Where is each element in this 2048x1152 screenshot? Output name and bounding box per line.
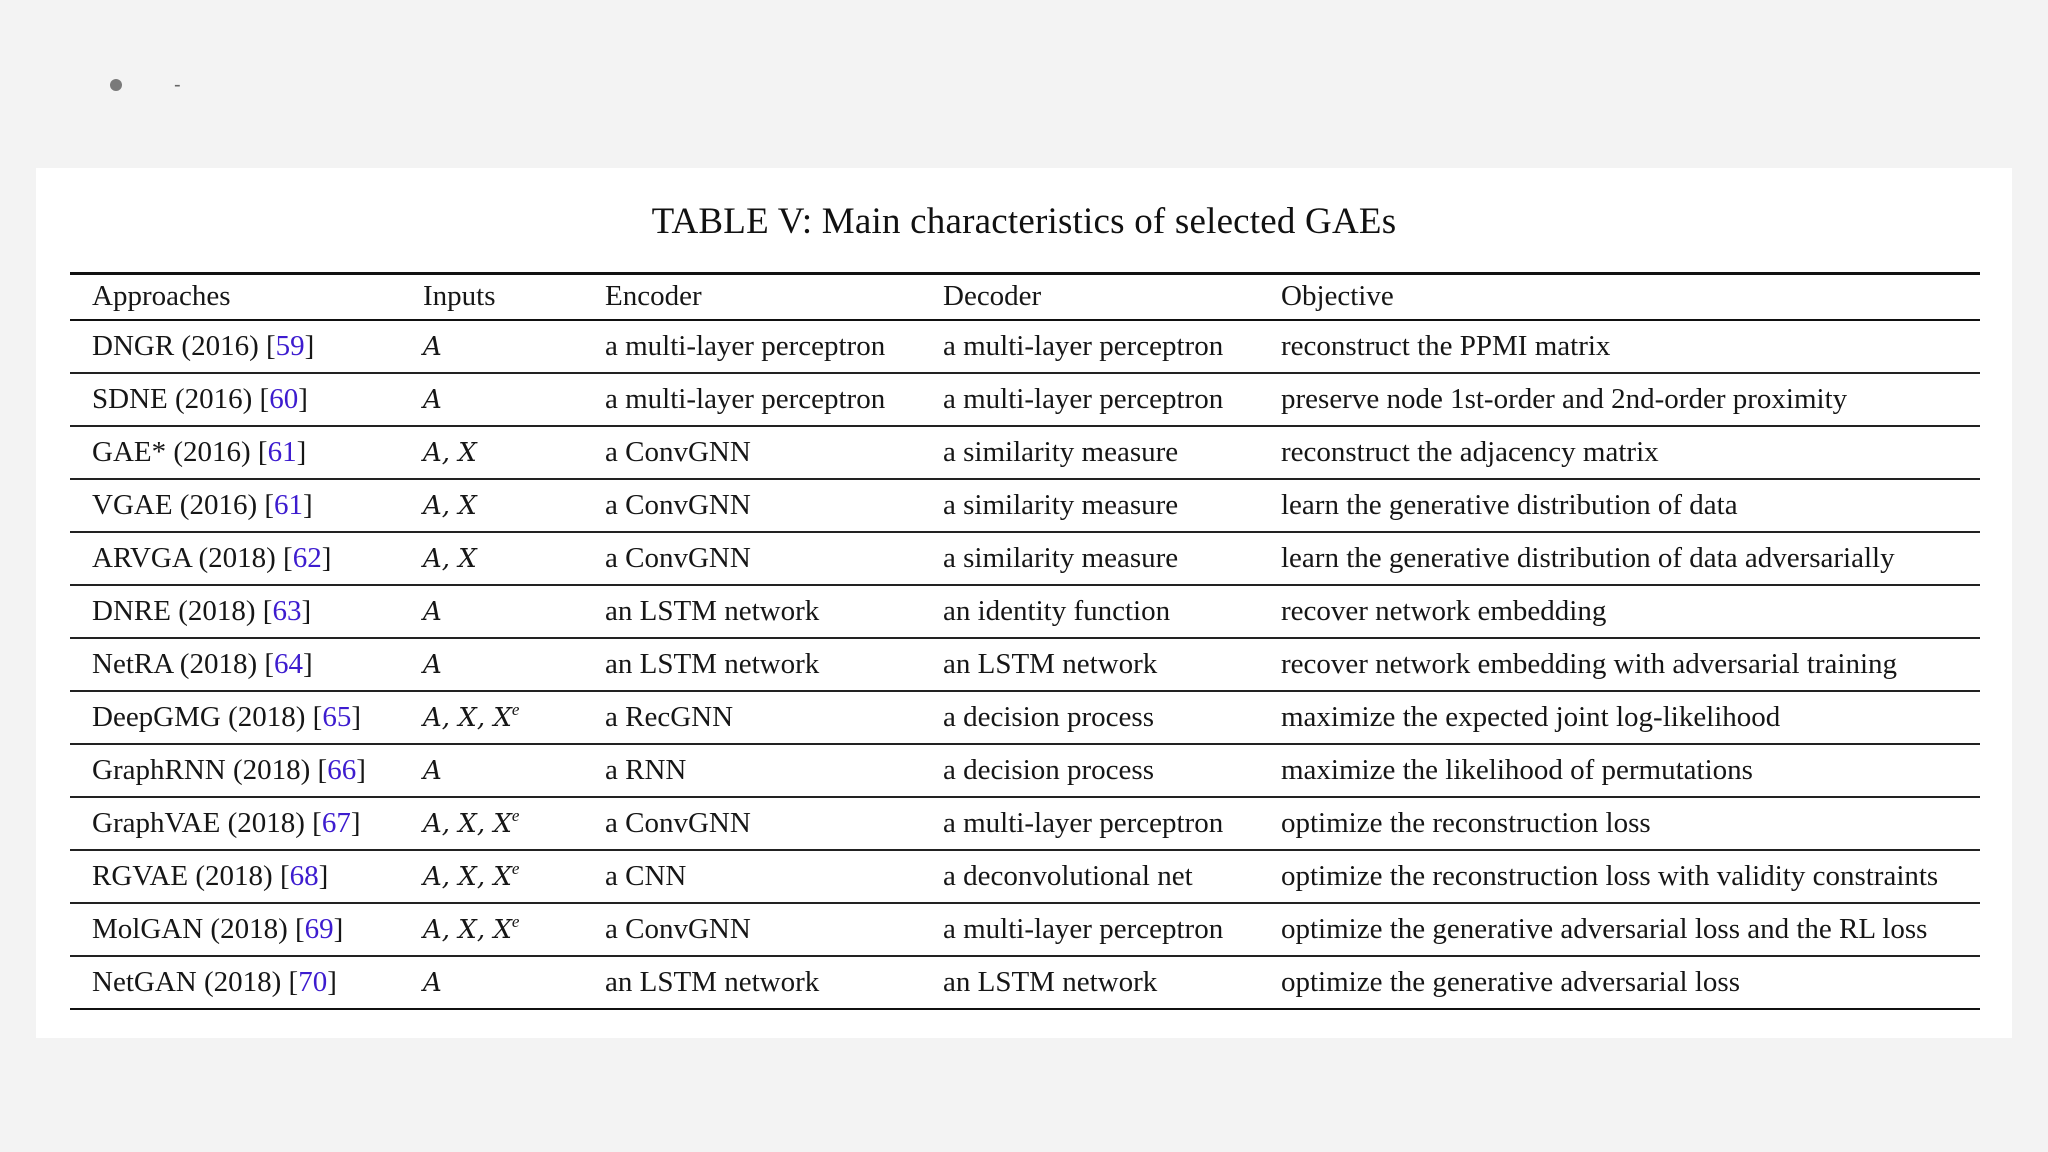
cell-inputs: [401, 903, 583, 956]
inputs-superscript: e: [511, 912, 520, 931]
table-row: [70, 426, 1980, 479]
cell-decoder: an LSTM network: [943, 647, 1158, 680]
reference-link[interactable]: 67: [321, 806, 351, 839]
cell-decoder: a multi-layer perceptron: [943, 806, 1224, 839]
table-row: [70, 797, 1980, 850]
cell-encoder: a ConvGNN: [605, 488, 751, 521]
table-header-row: [70, 274, 1980, 320]
approach-name: DeepGMG (2018): [92, 700, 306, 733]
cell-decoder: a similarity measure: [943, 488, 1179, 521]
cell-objective: maximize the likelihood of permutations: [1281, 753, 1753, 786]
cell-decoder: a similarity measure: [943, 435, 1179, 468]
approach-name: DNRE (2018): [92, 594, 256, 627]
cell-approach: ARVGA (2018) [62]: [92, 541, 332, 574]
cell-approach: SDNE (2016) [60]: [92, 382, 308, 415]
cell-inputs: [401, 585, 583, 638]
cell-encoder: a RecGNN: [605, 700, 734, 733]
cell-decoder: a multi-layer perceptron: [943, 912, 1224, 945]
cell-inputs: [401, 532, 583, 585]
inputs-superscript: e: [511, 859, 520, 878]
cell-encoder: an LSTM network: [605, 965, 820, 998]
approach-name: NetGAN (2018): [92, 965, 282, 998]
cell-objective: optimize the generative adversarial loss: [1281, 965, 1740, 998]
cell-inputs: [401, 373, 583, 426]
cell-encoder: a ConvGNN: [605, 806, 751, 839]
approach-name: NetRA (2018): [92, 647, 258, 680]
table-row: [70, 903, 1980, 956]
reference-link[interactable]: 59: [275, 329, 305, 362]
reference-link[interactable]: 64: [274, 647, 304, 680]
cell-decoder: a deconvolutional net: [943, 859, 1193, 892]
inputs-value: A, X, X: [423, 809, 512, 839]
cell-encoder: a RNN: [605, 753, 687, 786]
cell-inputs: [401, 850, 583, 903]
cell-encoder: a ConvGNN: [605, 541, 751, 574]
table-row: [70, 744, 1980, 797]
cell-encoder: an LSTM network: [605, 647, 820, 680]
cell-objective: reconstruct the PPMI matrix: [1281, 329, 1611, 362]
cell-objective: optimize the reconstruction loss with validity constraints: [1281, 859, 1939, 892]
cell-approach: NetRA (2018) [64]: [92, 647, 313, 680]
inputs-value: A: [423, 596, 442, 627]
cell-approach: GraphVAE (2018) [67]: [92, 806, 361, 839]
inputs-superscript: e: [511, 700, 520, 719]
approach-name: SDNE (2016): [92, 382, 253, 415]
cell-approach: DNRE (2018) [63]: [92, 594, 312, 627]
table-figure: [36, 168, 2012, 1038]
cell-inputs: [401, 797, 583, 850]
cell-encoder: a multi-layer perceptron: [605, 329, 886, 362]
approach-name: GraphVAE (2018): [92, 806, 305, 839]
reference-link[interactable]: 62: [292, 541, 322, 574]
approach-name: VGAE (2016): [92, 488, 258, 521]
approach-name: DNGR (2016): [92, 329, 259, 362]
header-decoder: Decoder: [943, 280, 1042, 313]
inputs-value: A: [423, 755, 442, 786]
inputs-value: A: [423, 384, 442, 415]
inputs-value: A, X, X: [423, 703, 512, 733]
cell-objective: recover network embedding: [1281, 594, 1607, 627]
inputs-value: A: [423, 967, 442, 998]
table-row: [70, 691, 1980, 744]
reference-link[interactable]: 69: [304, 912, 334, 945]
cell-approach: GraphRNN (2018) [66]: [92, 753, 366, 786]
approach-name: GAE* (2016): [92, 435, 251, 468]
cell-decoder: a similarity measure: [943, 541, 1179, 574]
reference-link[interactable]: 66: [327, 753, 357, 786]
reference-link[interactable]: 65: [322, 700, 352, 733]
cell-objective: recover network embedding with adversarial training: [1281, 647, 1898, 680]
inputs-value: A, X: [423, 490, 477, 521]
cell-decoder: a multi-layer perceptron: [943, 382, 1224, 415]
inputs-value: A, X: [423, 437, 477, 468]
approach-name: GraphRNN (2018): [92, 753, 311, 786]
cell-objective: optimize the reconstruction loss: [1281, 806, 1651, 839]
inputs-superscript: e: [511, 806, 520, 825]
cell-decoder: an identity function: [943, 594, 1171, 627]
table-row: [70, 956, 1980, 1009]
bullet-dot-icon: [110, 79, 122, 91]
cell-inputs: [401, 479, 583, 532]
reference-link[interactable]: 61: [267, 435, 297, 468]
reference-link[interactable]: 68: [289, 859, 319, 892]
inputs-value: A: [423, 649, 442, 680]
cell-inputs: [401, 956, 583, 1009]
table-row: [70, 479, 1980, 532]
cell-objective: reconstruct the adjacency matrix: [1281, 435, 1659, 468]
approach-name: MolGAN (2018): [92, 912, 288, 945]
cell-approach: MolGAN (2018) [69]: [92, 912, 344, 945]
inputs-value: A, X: [423, 543, 477, 574]
table-row: [70, 373, 1980, 426]
cell-decoder: a decision process: [943, 700, 1154, 733]
inputs-value: A, X, X: [423, 862, 512, 892]
cell-inputs: [401, 638, 583, 691]
gae-table: [70, 272, 1980, 1010]
cell-inputs: [401, 691, 583, 744]
cell-approach: GAE* (2016) [61]: [92, 435, 307, 468]
bullet-item: [110, 70, 181, 100]
table-caption: TABLE V: Main characteristics of selected GAEs: [651, 201, 1397, 242]
cell-objective: optimize the generative adversarial loss and the RL loss: [1281, 912, 1928, 945]
approach-name: RGVAE (2018): [92, 859, 273, 892]
cell-approach: DNGR (2016) [59]: [92, 329, 315, 362]
cell-encoder: a multi-layer perceptron: [605, 382, 886, 415]
cell-decoder: an LSTM network: [943, 965, 1158, 998]
cell-approach: NetGAN (2018) [70]: [92, 965, 337, 998]
cell-inputs: [401, 320, 583, 373]
cell-approach: DeepGMG (2018) [65]: [92, 700, 362, 733]
cell-encoder: a CNN: [605, 859, 687, 892]
cell-inputs: [401, 744, 583, 797]
table-row: [70, 638, 1980, 691]
cell-approach: VGAE (2016) [61]: [92, 488, 313, 521]
approach-name: ARVGA (2018): [92, 541, 276, 574]
inputs-value: A: [423, 331, 442, 362]
table-row: [70, 320, 1980, 373]
bullet-text: -: [174, 74, 181, 96]
table-row: [70, 585, 1980, 638]
reference-link[interactable]: 61: [274, 488, 304, 521]
cell-objective: maximize the expected joint log-likelihood: [1281, 700, 1781, 733]
cell-objective: learn the generative distribution of data adversarially: [1281, 541, 1895, 574]
reference-link[interactable]: 63: [272, 594, 302, 627]
inputs-value: A, X, X: [423, 915, 512, 945]
cell-decoder: a multi-layer perceptron: [943, 329, 1224, 362]
cell-inputs: [401, 426, 583, 479]
cell-decoder: a decision process: [943, 753, 1154, 786]
cell-encoder: a ConvGNN: [605, 435, 751, 468]
table-body: [70, 320, 1980, 1009]
header-encoder: Encoder: [605, 280, 702, 313]
cell-encoder: an LSTM network: [605, 594, 820, 627]
table-row: [70, 532, 1980, 585]
cell-objective: learn the generative distribution of data: [1281, 488, 1738, 521]
header-inputs: Inputs: [423, 280, 496, 313]
reference-link[interactable]: 60: [269, 382, 299, 415]
cell-approach: RGVAE (2018) [68]: [92, 859, 329, 892]
table-row: [70, 850, 1980, 903]
reference-link[interactable]: 70: [298, 965, 328, 998]
cell-objective: preserve node 1st-order and 2nd-order proximity: [1281, 382, 1848, 415]
cell-encoder: a ConvGNN: [605, 912, 751, 945]
header-objective: Objective: [1281, 280, 1394, 313]
header-approaches: Approaches: [92, 280, 231, 313]
